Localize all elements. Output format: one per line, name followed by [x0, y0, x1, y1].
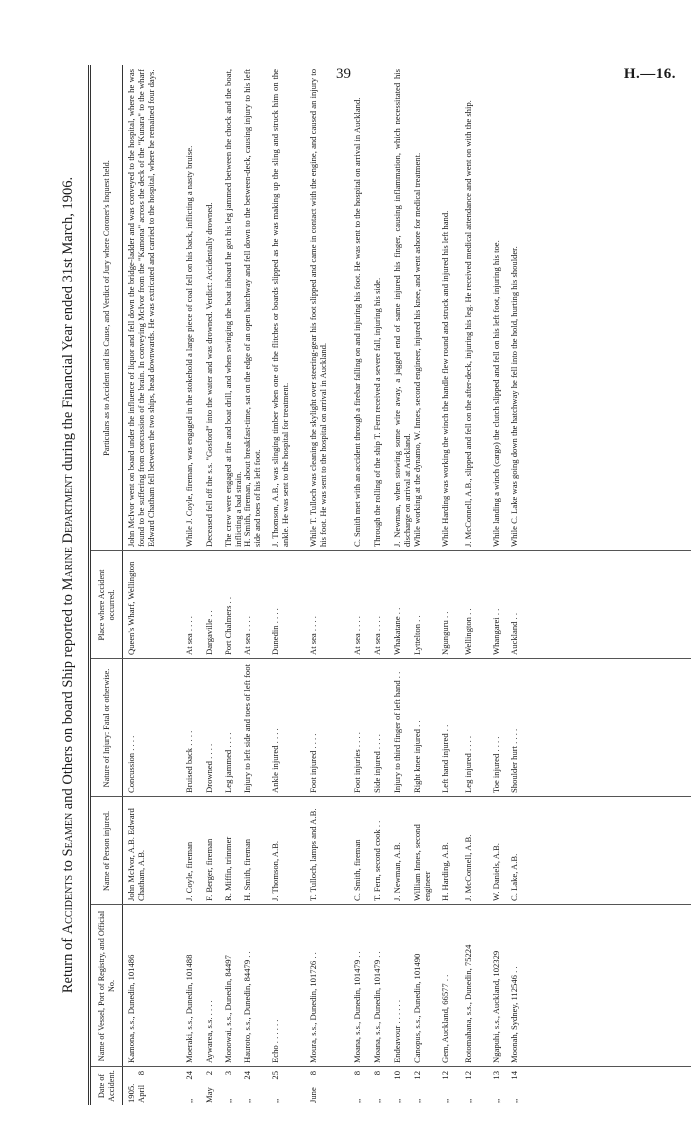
vessel-cell: Aywarea, s.s. . . . .	[204, 1000, 214, 1063]
particulars-cell: While T. Tulloch was cleaning the skylight over steering-gear his foot slipped and came in contact with the engine, and caused an injury to his foot. He was sent to the hospital on arrival in Auckland.	[308, 69, 329, 547]
particulars-cell: Through the rolling of the ship T. Fern received a severe fall, injuring his side.	[372, 277, 382, 547]
injury-cell: Left hand injured . .	[440, 724, 450, 793]
place-cell: Whangarei . .	[491, 608, 501, 655]
column-header-vessel: Name of Vessel, Port of Registry, and Official No.	[97, 910, 116, 1062]
particulars-cell: While working at the dynamo, W. Innes, second engineer, injured his knee, and went ashore for medical treatment.	[412, 152, 422, 547]
date-cell	[126, 1067, 146, 1105]
person-cell: John McIvor, A.B. Edward Chatham, A.B.	[126, 808, 147, 901]
date-cell	[308, 1067, 318, 1105]
place-cell: Whakatane . .	[392, 607, 402, 655]
injury-cell: Foot injured . . . .	[308, 733, 318, 793]
vessel-cell: Moonah, Sydney, 112546 . .	[509, 966, 519, 1063]
place-cell: At sea . . . .	[308, 616, 318, 655]
vessel-cell: Moana, s.s., Dunedin, 101479 . .	[352, 951, 362, 1063]
day: 24	[184, 1071, 194, 1080]
rule	[122, 65, 123, 1105]
injury-cell: Bruised back . . . .	[184, 730, 194, 793]
month: ,,	[352, 1098, 362, 1103]
injury-cell: Side injured . . . .	[372, 734, 382, 793]
table-title	[60, 65, 82, 1105]
title-part: to	[60, 856, 76, 875]
vessel-cell: Gem, Auckland, 66577 . .	[440, 974, 450, 1063]
column-header-particulars: Particulars as to Accident and its Cause, and Verdict of Jury where Coroner's Inquest held.	[101, 160, 111, 456]
page-number: 39	[336, 66, 351, 82]
injury-cell: Toe injured . . . .	[491, 736, 501, 793]
particulars-cell: John McIvor went on board under the influence of liquor and fell down the bridge-ladder and was conveyed to the hospital, where he was found to be suffering from concussion of the brain. In conveying McIvor from the "Kamona" across the deck of the "Kunara" to the wharf Edward Chatham fell between the two ships, head downwards. He was extricated and carried to the hospital, where he remained four days.	[126, 69, 157, 547]
date-cell	[372, 1067, 382, 1105]
vessel-cell: Canopus, s.s., Dunedin, 101490	[412, 953, 422, 1063]
month: ,,	[184, 1098, 194, 1103]
year: 1905.	[126, 1083, 136, 1103]
particulars-cell: J. Thomson, A.B., was slinging timber when one of the flitches or boards slipped as he was making up the sling and struck him on the ankle. He was sent to the hospital for treatment.	[270, 69, 291, 547]
person-cell: W. Daniels, A.B.	[491, 843, 501, 901]
injury-cell: Right knee injured . .	[412, 720, 422, 793]
person-cell: T. Fern, second cook . .	[372, 820, 382, 901]
month: April	[136, 1084, 147, 1103]
person-cell: J. Coyle, fireman	[184, 841, 194, 901]
day: 8	[136, 1071, 147, 1076]
column-header-injury: Nature of Injury: Fatal or otherwise.	[101, 668, 111, 788]
particulars-cell: Deceased fell off the s.s. "Gosford" into the water and was drowned. Verdict: Accidentally drowned.	[204, 202, 214, 547]
vessel-cell: Monowai, s.s., Dunedin, 84497	[223, 955, 233, 1063]
particulars-cell: While landing a winch (cargo) the clutch slipped and fell on his left foot, injuring his toe.	[491, 240, 501, 547]
person-cell: J. Newman, A.B.	[392, 842, 402, 901]
person-cell: T. Tulloch, lamps and A.B.	[308, 808, 318, 901]
person-cell: J. Thomson, A.B.	[270, 840, 280, 901]
particulars-cell: H. Smith, fireman, about breakfast-time, sat on the edge of an open hatchway and fell down to the between-deck, causing injury to his left side and toes of his left foot.	[242, 69, 263, 547]
month: ,,	[412, 1098, 422, 1103]
place-cell: Queen's Wharf, Wellington	[126, 561, 136, 655]
day: 2	[204, 1071, 214, 1076]
column-header-person: Name of Person injured.	[101, 810, 111, 892]
day: 14	[509, 1071, 519, 1080]
day: 10	[392, 1071, 402, 1080]
day: 12	[463, 1071, 473, 1080]
vessel-cell: Moana, s.s., Dunedin, 101479 . .	[372, 951, 382, 1063]
month: ,,	[372, 1098, 382, 1103]
date-cell	[440, 1067, 450, 1105]
month: ,,	[270, 1098, 280, 1103]
place-cell: At sea . . . .	[242, 616, 252, 655]
day: 8	[352, 1071, 362, 1076]
month: ,,	[463, 1098, 473, 1103]
vessel-cell: Moeraki, s.s., Dunedin, 101488	[184, 954, 194, 1063]
vessel-cell: Rotomahana, s.s., Dunedin, 75224	[463, 944, 473, 1063]
injury-cell: Leg jammed . . . .	[223, 732, 233, 793]
particulars-cell: While C. Lake was going down the hatchway he fell into the hold, hurting his shoulder.	[509, 246, 519, 547]
date-cell	[412, 1067, 422, 1105]
injury-cell: Injury to third finger of left hand . .	[392, 671, 402, 793]
title-part: during the Financial Year ended 31st March, 1906.	[60, 176, 76, 475]
date-cell	[509, 1067, 519, 1105]
column-header-date: Date of Accident.	[97, 1070, 116, 1102]
month: ,,	[392, 1098, 402, 1103]
injury-cell: Injury to left side and toes of left foot	[242, 664, 252, 793]
title-part: Seamen	[60, 812, 76, 857]
place-cell: Auckland . .	[509, 612, 519, 655]
date-cell	[352, 1067, 362, 1105]
person-cell: H. Harding, A.B.	[440, 842, 450, 901]
place-cell: Dargaville . .	[204, 610, 214, 655]
day: 13	[491, 1071, 501, 1080]
date-cell	[270, 1067, 280, 1105]
title-part: Return of	[60, 934, 76, 994]
place-cell: Dunedin . . . .	[270, 608, 280, 655]
person-cell: J. McConnell, A.B.	[463, 834, 473, 901]
month: ,,	[223, 1098, 233, 1103]
place-cell: Ngunguru . .	[440, 611, 450, 655]
vessel-cell: Echo . . . . . .	[270, 1019, 280, 1063]
month: ,,	[440, 1098, 450, 1103]
particulars-cell: The crew were engaged at fire and boat drill, and when swinging the boat inboard he got his leg jammed between the chock and the boat, inflicting a bad strain.	[223, 69, 244, 547]
place-cell: At sea . . . .	[352, 616, 362, 655]
month: ,,	[491, 1098, 501, 1103]
place-cell: At sea . . . .	[184, 616, 194, 655]
day: 12	[440, 1071, 450, 1080]
particulars-cell: J. Newman, when stowing some wire away, a jagged end of same injured his finger, causing inflammation, which necessitated his discharge on arrival at Auckland.	[392, 69, 413, 547]
injury-cell: Foot injuries . . . .	[352, 732, 362, 793]
place-cell: Port Chalmers . .	[223, 596, 233, 655]
injury-cell: Drowned . . . .	[204, 743, 214, 793]
vessel-cell: Endeavour . . . . . .	[392, 999, 402, 1063]
table-body	[124, 65, 700, 1105]
injury-cell: Concussion . . . .	[126, 735, 136, 793]
day: 8	[372, 1071, 382, 1076]
date-cell	[184, 1067, 194, 1105]
person-cell: William Innes, second engineer	[412, 824, 433, 901]
person-cell: H. Smith, fireman	[242, 838, 252, 901]
date-cell	[242, 1067, 252, 1105]
date-cell	[392, 1067, 402, 1105]
date-cell	[204, 1067, 214, 1105]
injury-cell: Ankle injured . . . .	[270, 728, 280, 793]
person-cell: C. Lake, A.B.	[509, 853, 519, 901]
vessel-cell: Ngapuhi, s.s., Auckland, 102329	[491, 950, 501, 1063]
title-part: Accidents	[60, 874, 76, 935]
particulars-cell: While J. Coyle, fireman, was engaged in the stokehold a large piece of coal fell on his back, inflicting a nasty bruise.	[184, 145, 194, 547]
place-cell: Lyttelton . .	[412, 615, 422, 655]
table-header	[91, 65, 122, 1105]
rule	[88, 65, 89, 1105]
column-header-place: Place where Accident occurred.	[97, 569, 116, 641]
vessel-cell: Moura, s.s., Dunedin, 101726 . .	[308, 952, 318, 1063]
vessel-cell: Kamona, s.s., Dunedin, 101486	[126, 954, 136, 1063]
injury-cell: Shoulder hurt . . . .	[509, 728, 519, 793]
particulars-cell: C. Smith met with an accident through a firebar falling on and injuring his foot. He was sent to the hospital on arrival in Auckland.	[352, 97, 362, 547]
vessel-cell: Hauroto, s.s., Dunedin, 84479 . .	[242, 951, 252, 1063]
particulars-cell: While Harding was working the winch the handle flew round and struck and injured his left hand.	[440, 210, 450, 547]
date-cell	[491, 1067, 501, 1105]
month: May	[204, 1087, 214, 1103]
place-cell: At sea . . . .	[372, 616, 382, 655]
day: 12	[412, 1071, 422, 1080]
particulars-cell: J. McConnell, A.B., slipped and fell on the after-deck, injuring his leg. He received medical attendance and went on with the ship.	[463, 100, 473, 547]
day: 25	[270, 1071, 280, 1080]
date-cell	[463, 1067, 473, 1105]
month: ,,	[509, 1098, 519, 1103]
title-part: and Others on board Ship reported to	[60, 590, 76, 813]
injury-cell: Leg injured . . . .	[463, 735, 473, 793]
title-part: Marine Department	[60, 474, 76, 591]
date-cell	[223, 1067, 233, 1105]
day: 8	[308, 1071, 318, 1076]
person-cell: F. Berger, fireman	[204, 838, 214, 901]
month: June	[308, 1087, 318, 1103]
rotated-table	[60, 65, 700, 1105]
day: 24	[242, 1071, 252, 1080]
page-reference: H.—16.	[623, 66, 676, 82]
place-cell: Wellington . .	[463, 608, 473, 655]
person-cell: C. Smith, fireman	[352, 839, 362, 901]
day: 3	[223, 1071, 233, 1076]
person-cell: R. Miffin, trimmer	[223, 836, 233, 901]
month: ,,	[242, 1098, 252, 1103]
